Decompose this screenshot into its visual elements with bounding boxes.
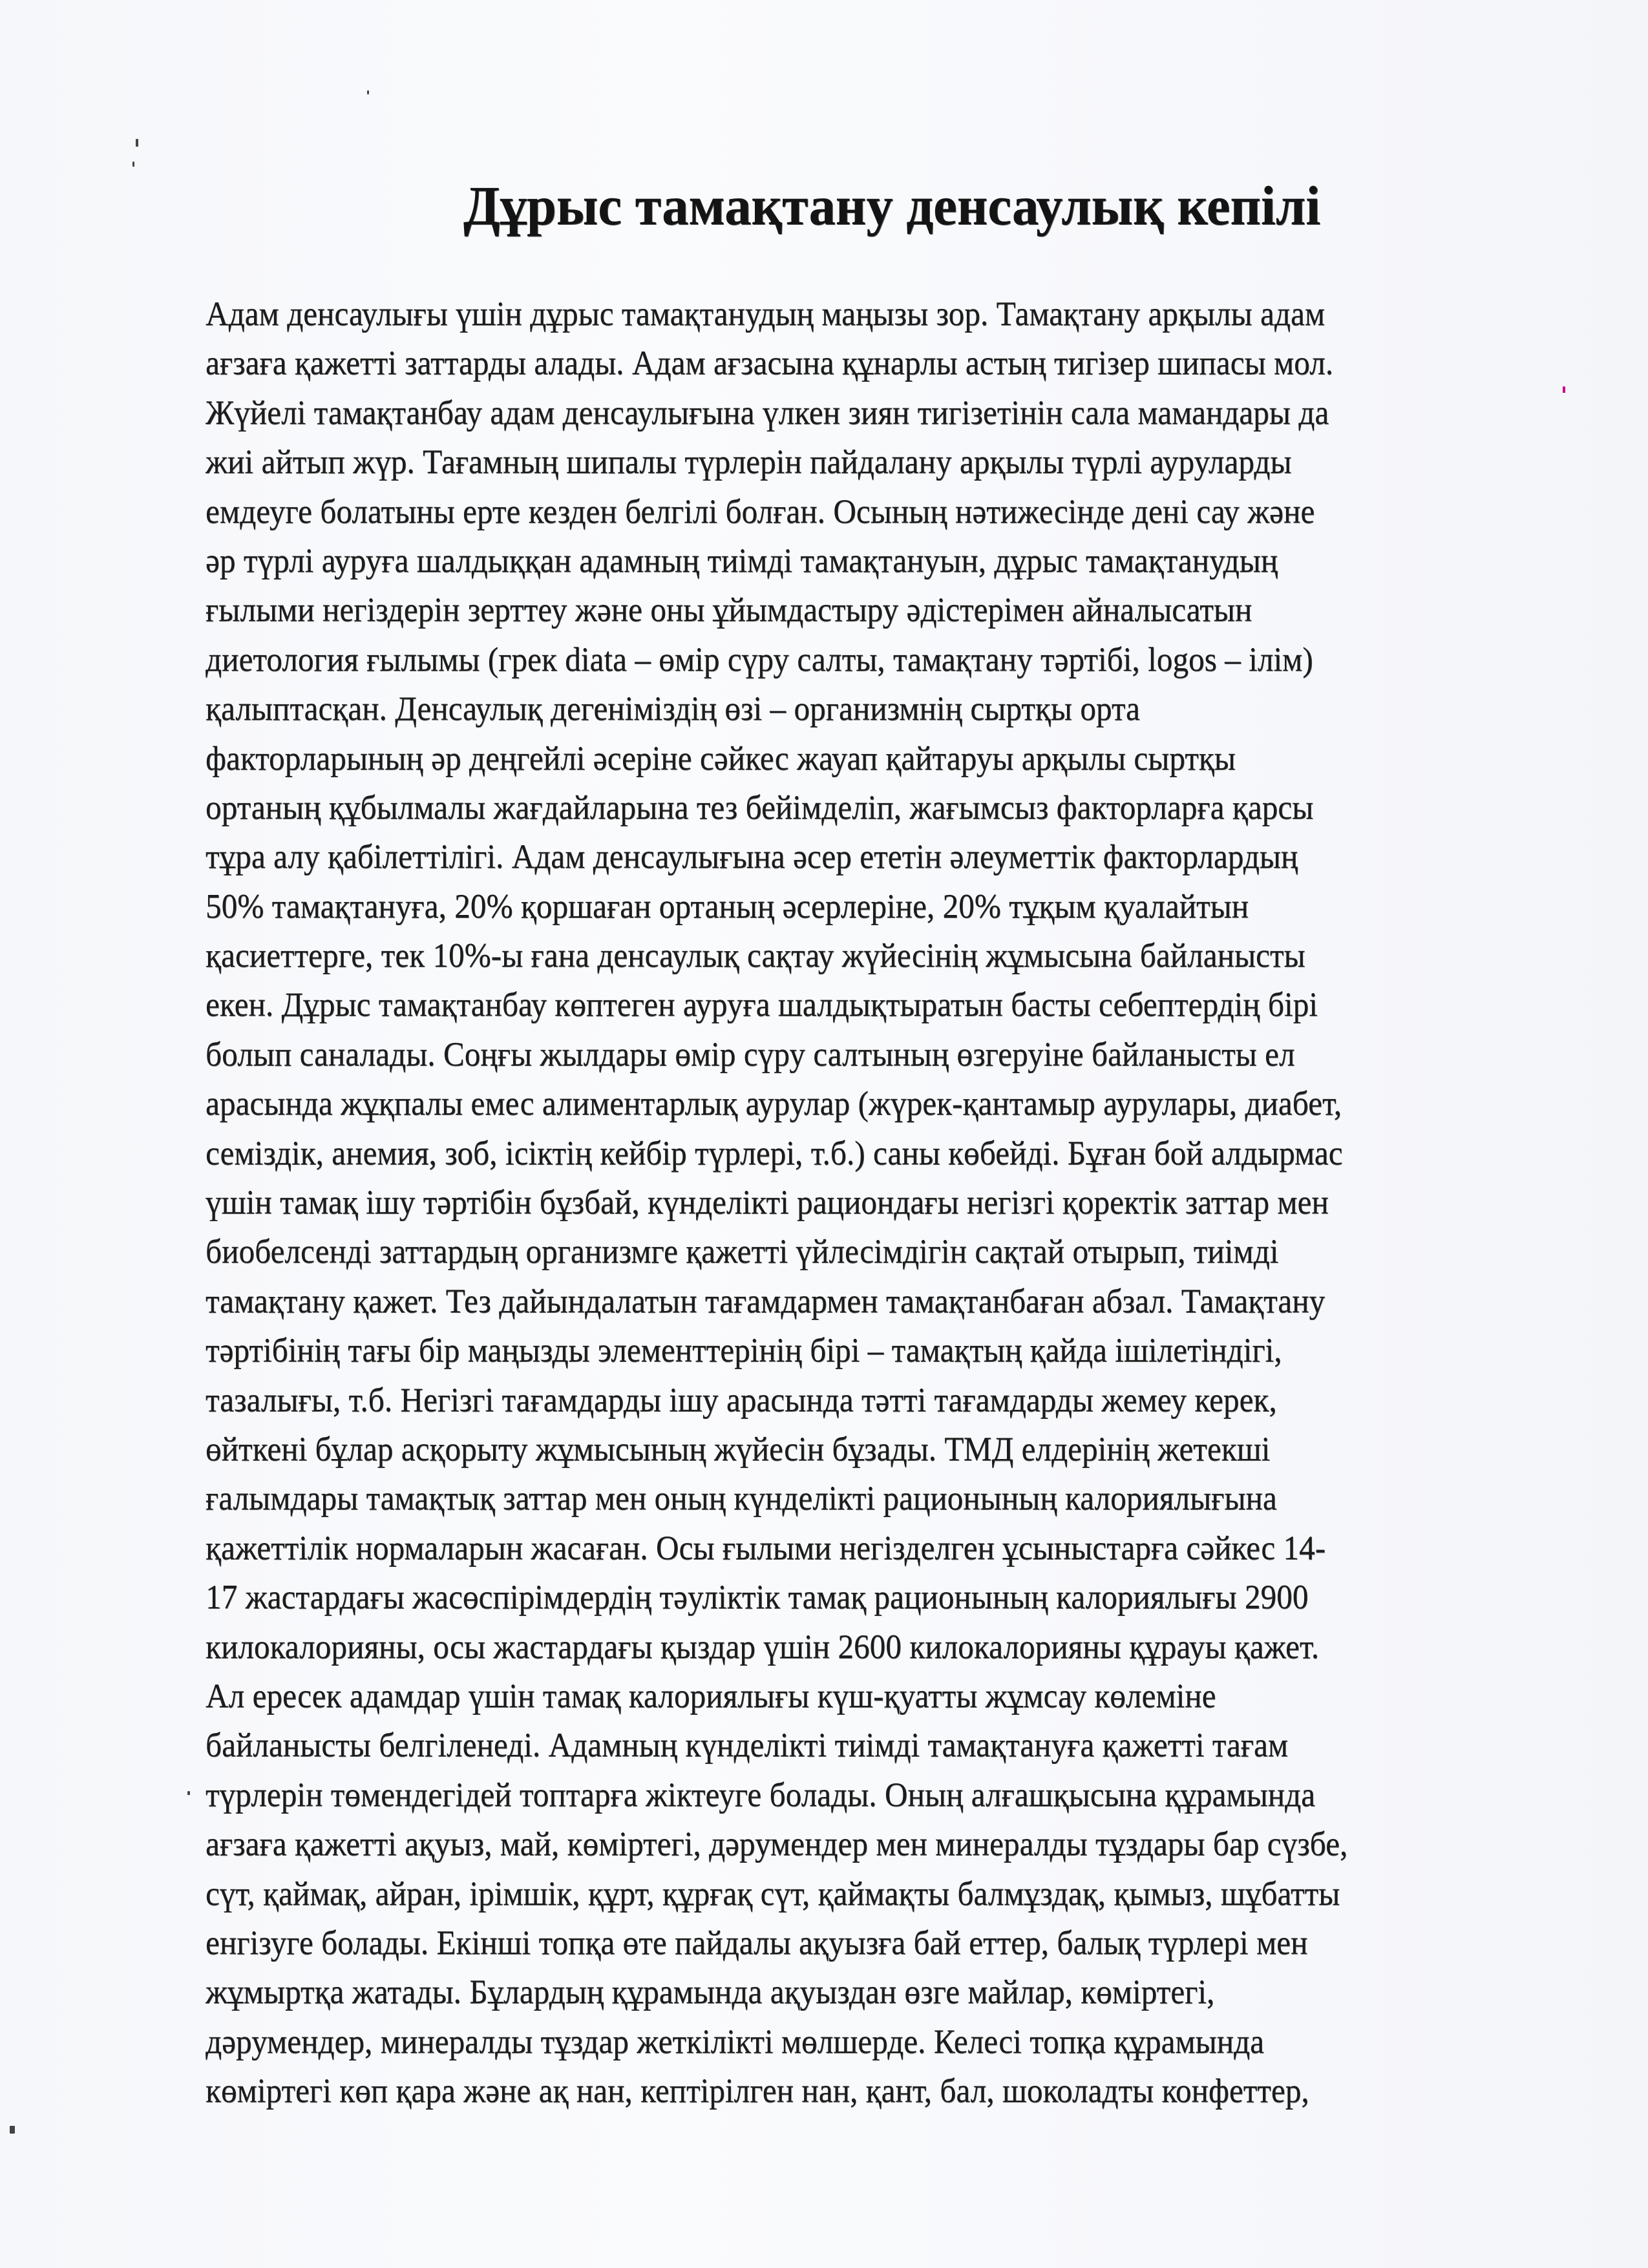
text-line: ғылыми негіздерін зерттеу және оны ұйымдастыру әдістерімен айналысатын (206, 591, 1252, 629)
text-line: Жүйелі тамақтанбау адам денсаулығына үлкен зиян тигізетінін сала мамандары да (206, 394, 1329, 432)
text-line: килокалорияны, осы жастардағы қыздар үшін 2600 килокалорияны құрауы қажет. (206, 1628, 1320, 1666)
text-line: әр түрлі ауруға шалдыққан адамның тиімді тамақтануын, дұрыс тамақтанудың (206, 541, 1278, 580)
text-line: тәртібінің тағы бір маңызды элементтерінің бірі – тамақтың қайда ішілетіндігі, (206, 1332, 1282, 1370)
text-line: дәрумендер, минералды тұздар жеткілікті мөлшерде. Келесі топқа құрамында (206, 2022, 1264, 2061)
text-line: Ал ересек адамдар үшін тамақ калориялығы күш-қуатты жұмсау көлеміне (206, 1677, 1216, 1715)
text-line: енгізуге болады. Екінші топқа өте пайдалы ақуызға бай еттер, балық түрлері мен (206, 1924, 1308, 1962)
text-line: ағзаға қажетті ақуыз, май, көміртегі, дәрумендер мен минералды тұздары бар сүзбе, (206, 1825, 1348, 1864)
scan-speck (132, 162, 134, 167)
text-line: жиі айтып жүр. Тағамның шипалы түрлерін пайдалану арқылы түрлі ауруларды (206, 443, 1292, 481)
text-line: тазалығы, т.б. Негізгі тағамдарды ішу арасында тәтті тағамдарды жемеу керек, (206, 1381, 1277, 1419)
scan-speck (367, 90, 369, 94)
text-line: сүт, қаймақ, айран, ірімшік, құрт, құрғақ сүт, қаймақты балмұздақ, қымыз, шұбатты (206, 1874, 1340, 1913)
text-line: үшін тамақ ішу тәртібін бұзбай, күнделікті рациондағы негізгі қоректік заттар мен (206, 1184, 1329, 1222)
document-body (206, 289, 1589, 2116)
text-line: қасиеттерге, тек 10%-ы ғана денсаулық сақтау жүйесінің жұмысына байланысты (206, 937, 1305, 975)
text-line: ғалымдары тамақтық заттар мен оның күнделікті рационының калориялығына (206, 1480, 1277, 1518)
text-line: қалыптасқан. Денсаулық дегеніміздің өзі – организмнің сыртқы орта (206, 690, 1140, 728)
text-line: ағзаға қажетті заттарды алады. Адам ағзасына құнарлы астың тигізер шипасы мол. (206, 344, 1334, 383)
text-line: екен. Дұрыс тамақтанбау көптеген ауруға шалдықтыратын басты себептердің бірі (206, 986, 1318, 1024)
scan-speck (10, 2126, 15, 2134)
text-line: арасында жұқпалы емес алиментарлық аурулар (жүрек-қантамыр аурулары, диабет, (206, 1085, 1342, 1123)
text-line: 17 жастардағы жасөспірімдердің тәуліктік тамақ рационының калориялығы 2900 (206, 1579, 1309, 1617)
text-line: байланысты белгіленеді. Адамның күнделікті тиімді тамақтануға қажетті тағам (206, 1727, 1289, 1765)
scan-speck (136, 139, 138, 147)
text-line: болып саналады. Соңғы жылдары өмір сүру салтының өзгеруіне байланысты ел (206, 1035, 1295, 1073)
text-line: диетология ғылымы (грек diata – өмір сүру салты, тамақтану тәртібі, logos – ілім) (206, 640, 1313, 678)
text-line: биобелсенді заттардың организмге қажетті үйлесімдігін сақтай отырып, тиімді (206, 1233, 1279, 1271)
text-line: тамақтану қажет. Тез дайындалатын тағамдармен тамақтанбаған абзал. Тамақтану (206, 1282, 1326, 1320)
text-line: семіздік, анемия, зоб, ісіктің кейбір түрлері, т.б.) саны көбейді. Бұған бой алдырмас (206, 1134, 1343, 1172)
text-line: тұра алу қабілеттілігі. Адам денсаулығына әсер ететін әлеуметтік факторлардың (206, 838, 1298, 876)
text-line: 50% тамақтануға, 20% қоршаған ортаның әсерлеріне, 20% тұқым қуалайтын (206, 887, 1249, 925)
text-line: жұмыртқа жатады. Бұлардың құрамында ақуыздан өзге майлар, көміртегі, (206, 1973, 1215, 2011)
text-line: факторларының әр деңгейлі әсеріне сәйкес жауап қайтаруы арқылы сыртқы (206, 739, 1236, 777)
text-line: Адам денсаулығы үшін дұрыс тамақтанудың маңызы зор. Тамақтану арқылы адам (206, 295, 1326, 333)
text-line: емдеуге болатыны ерте кезден белгілі болған. Осының нәтижесінде дені сау және (206, 492, 1315, 530)
text-line: ортаның құбылмалы жағдайларына тез бейімделіп, жағымсыз факторларға қарсы (206, 788, 1314, 826)
document-title: Дұрыс тамақтану денсаулық кепілі (463, 174, 1321, 236)
text-line: қажеттілік нормаларын жасаған. Осы ғылыми негізделген ұсыныстарға сәйкес 14- (206, 1529, 1326, 1567)
text-line: көміртегі көп қара және ақ нан, кептірілген нан, қант, бал, шоколадты конфеттер, (206, 2072, 1309, 2110)
text-line: түрлерін төмендегідей топтарға жіктеуге болады. Оның алғашқысына құрамында (206, 1776, 1316, 1814)
text-line: өйткені бұлар асқорыту жұмысының жүйесін бұзады. ТМД елдерінің жетекші (206, 1430, 1271, 1468)
scan-speck (187, 1791, 190, 1795)
scan-speck (1563, 386, 1565, 393)
